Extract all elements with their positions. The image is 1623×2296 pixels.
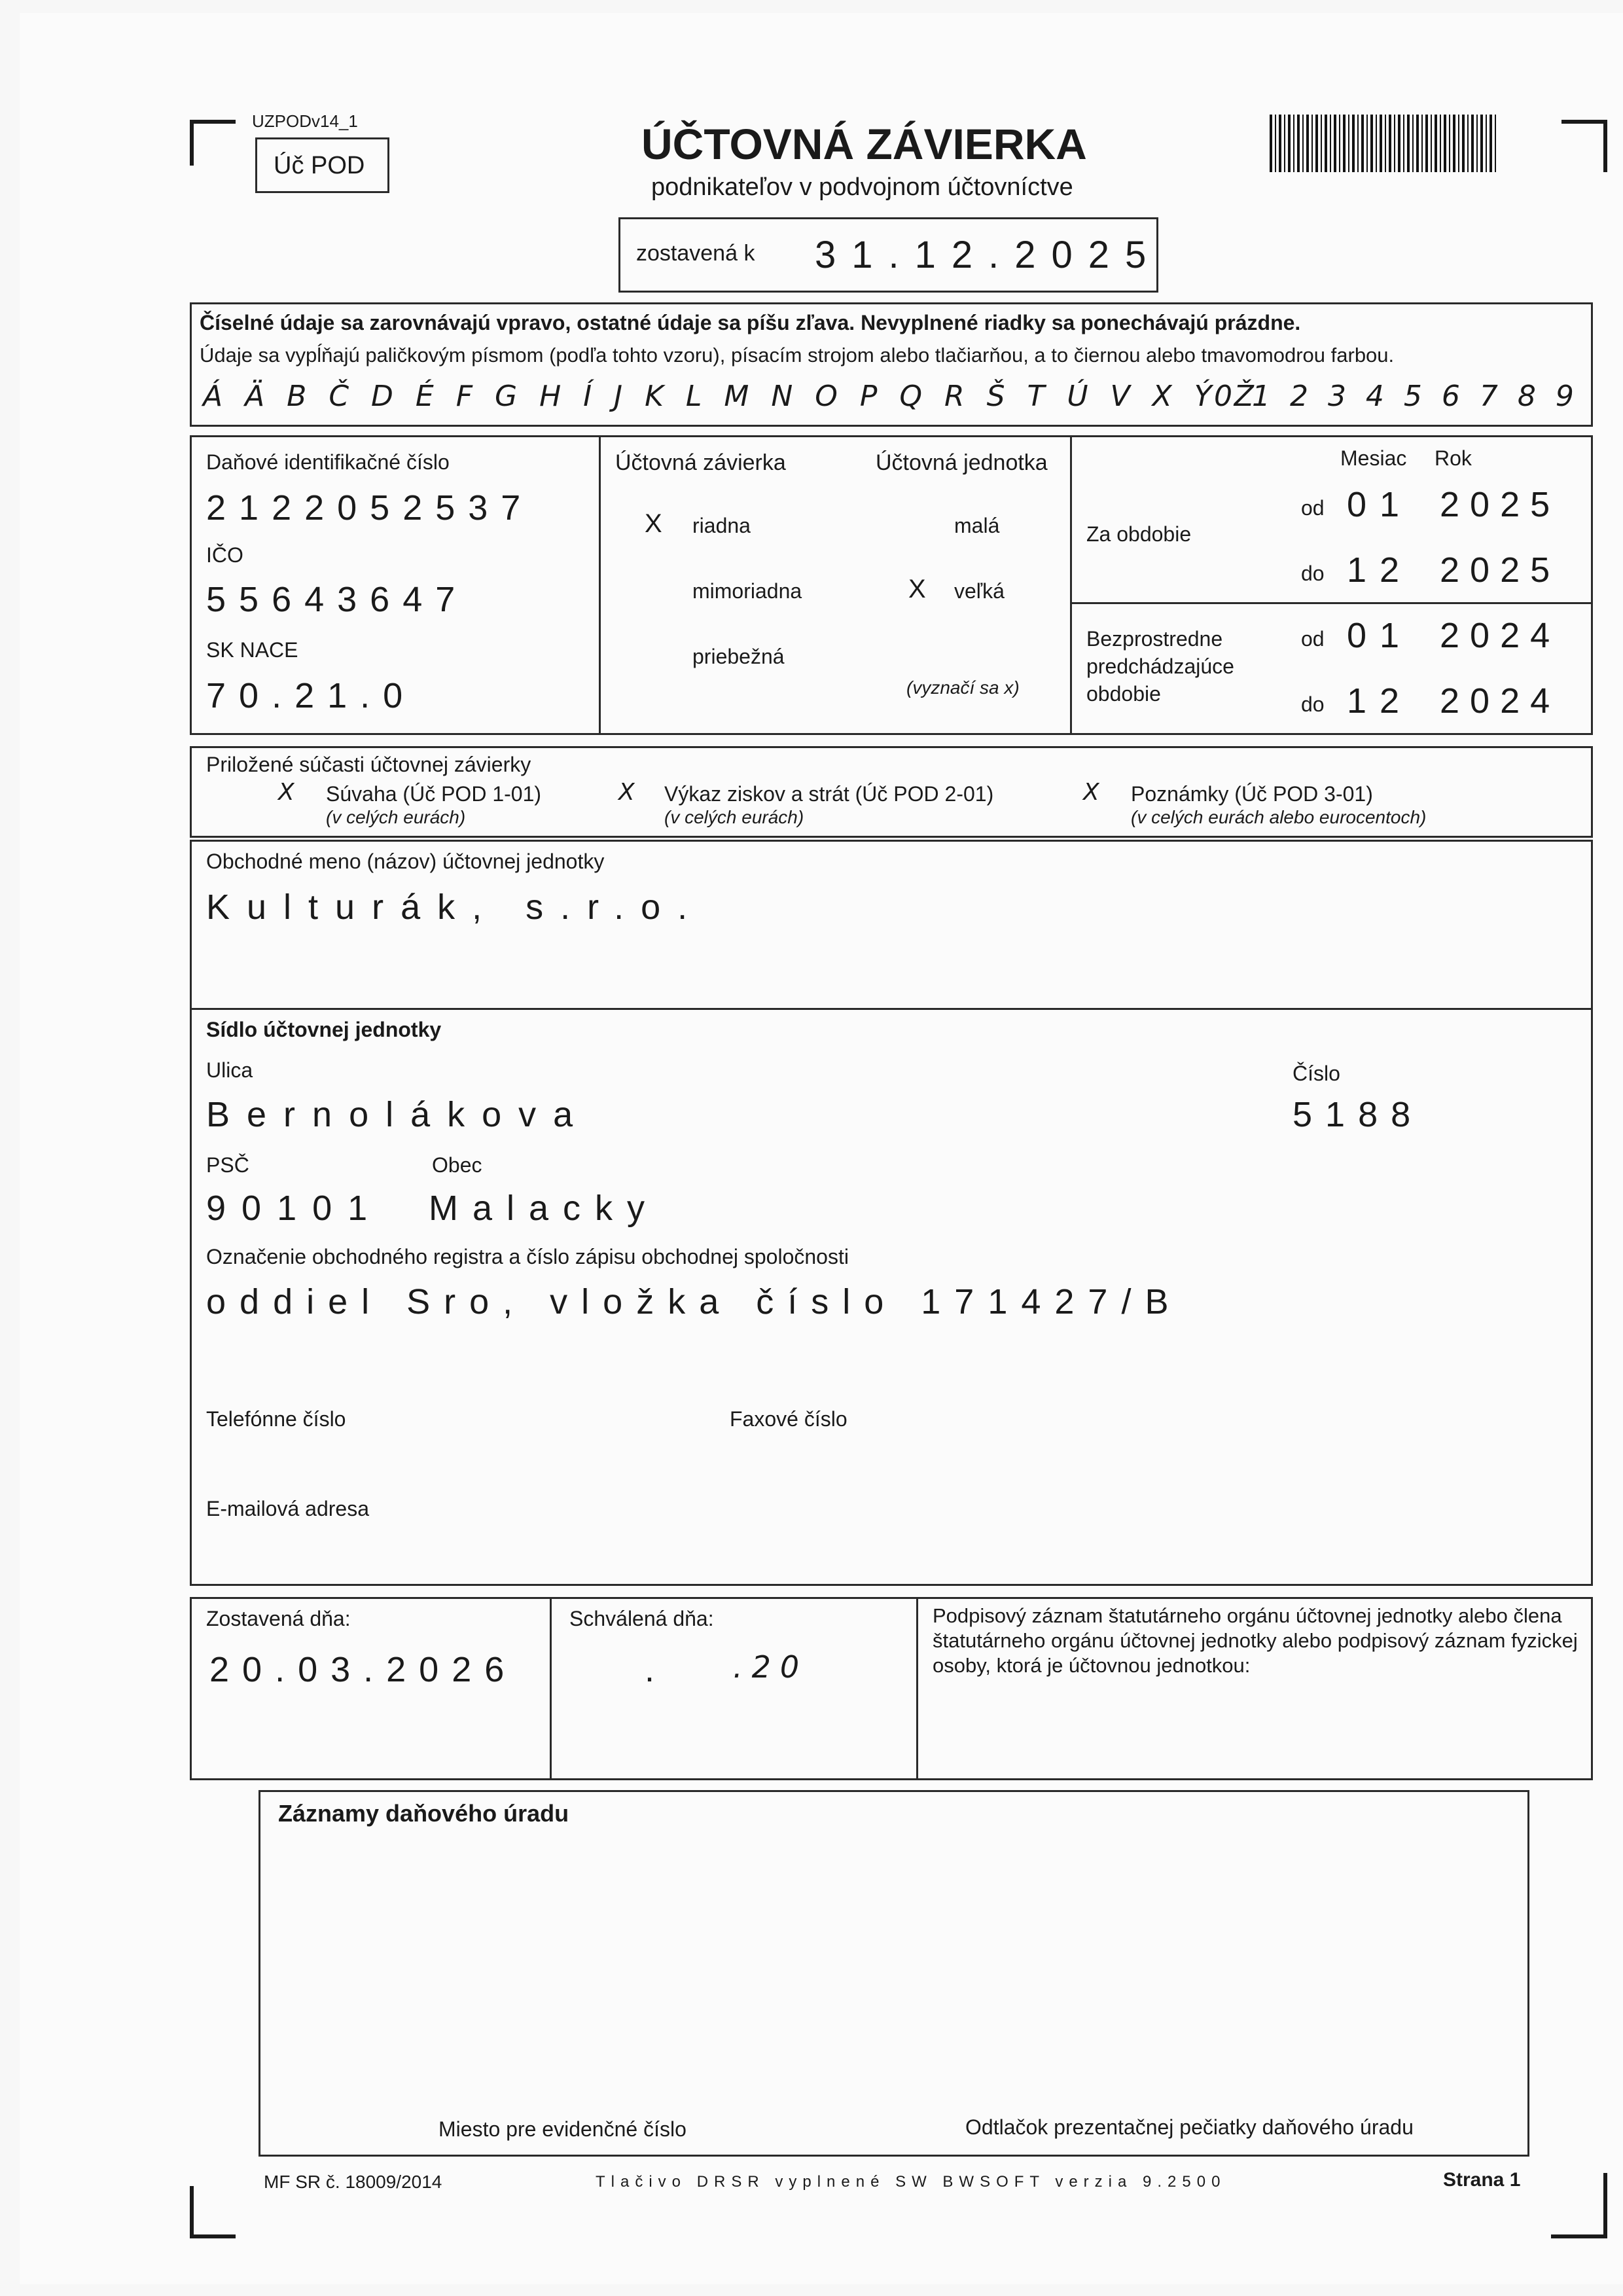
attachment-note-2: (v celých eurách) (664, 807, 804, 827)
city-value: Malacky (429, 1189, 660, 1228)
fax-label: Faxové číslo (730, 1407, 847, 1431)
year-label: Rok (1435, 446, 1472, 470)
tax-office-heading: Záznamy daňového úradu (278, 1800, 569, 1827)
current-to-label: do (1301, 562, 1325, 585)
corner-mark-top-left-v (190, 120, 194, 166)
document-title: ÚČTOVNÁ ZÁVIERKA (641, 120, 1087, 168)
page-number: Strana 1 (1443, 2169, 1521, 2191)
form-code: UZPODv14_1 (252, 111, 358, 131)
unit-option-mala: malá (954, 514, 1000, 537)
attachments-label: Priložené súčasti účtovnej závierky (206, 753, 531, 776)
divider (190, 1008, 1593, 1010)
closing-riadna-mark: X (645, 509, 662, 538)
current-from-year: 2025 (1440, 485, 1561, 524)
divider (550, 1597, 552, 1780)
instructions-text: Údaje sa vypĺňajú paličkovým písmom (podľa tohto vzoru), písacím strojom alebo tlačiarňou, a to čiernou alebo tmavomodrou farbou. (200, 344, 1395, 367)
closing-option-riadna: riadna (692, 514, 751, 537)
approved-date-dot: . (645, 1650, 668, 1689)
signature-instructions: Podpisový záznam štatutárneho orgánu účtovnej jednotky alebo člena štatutárneho orgánu účtovnej jednotky alebo podpisový záznam fyzickej osoby, ktorá je účtovnou jednotkou: (933, 1604, 1578, 1677)
current-from-label: od (1301, 496, 1325, 520)
phone-label: Telefónne číslo (206, 1407, 346, 1431)
current-to-month: 12 (1347, 550, 1413, 590)
corner-mark-bottom-right-h (1551, 2234, 1607, 2238)
divider (599, 435, 601, 735)
evidence-number-label: Miesto pre evidenčné číslo (438, 2117, 687, 2141)
closing-option-priebezna: priebežná (692, 645, 785, 668)
psc-label: PSČ (206, 1153, 249, 1177)
current-period-label: Za obdobie (1086, 522, 1192, 546)
ico-value: 55643647 (206, 580, 469, 619)
barcode (1270, 115, 1499, 172)
form-badge-text: Úč POD (274, 152, 365, 179)
previous-period-label: Bezprostredne predchádzajúce obdobie (1086, 627, 1234, 706)
sample-digits: 0 1 2 3 4 5 6 7 8 9 (1214, 380, 1579, 413)
compiled-to-label: zostavená k (636, 241, 755, 266)
corner-mark-top-right-v (1603, 120, 1607, 172)
attachment-name-3: Poznámky (Úč POD 3-01) (1131, 782, 1373, 806)
ministry-number: MF SR č. 18009/2014 (264, 2172, 442, 2192)
attachment-mark-1: X (278, 779, 294, 806)
approved-date-value: .20 (733, 1649, 809, 1685)
approved-date-label: Schválená dňa: (569, 1607, 714, 1630)
attachment-mark-3: X (1083, 779, 1099, 806)
attachment-note-1: (v celých eurách) (326, 807, 466, 827)
registry-label: Označenie obchodného registra a číslo zápisu obchodnej spoločnosti (206, 1245, 849, 1268)
unit-label: Účtovná jednotka (876, 450, 1048, 475)
business-name-label: Obchodné meno (názov) účtovnej jednotky (206, 850, 605, 873)
business-name-value: Kulturák, s.r.o. (206, 888, 705, 927)
registry-value: oddiel Sro, vložka číslo 171427/B (206, 1282, 1183, 1321)
business-box (190, 840, 1593, 1586)
corner-mark-bottom-right (1603, 2173, 1607, 2238)
closing-option-mimoriadna: mimoriadna (692, 579, 802, 603)
dic-label: Daňové identifikačné číslo (206, 450, 450, 474)
prev-from-year: 2024 (1440, 616, 1561, 655)
corner-mark-top-left (190, 120, 236, 124)
current-from-month: 01 (1347, 485, 1413, 524)
prev-from-label: od (1301, 627, 1325, 651)
sample-letters: Á Ä B Č D É F G H Í J K L M N O P Q R Š T Ú V X Ý Ž (203, 380, 1260, 413)
email-label: E-mailová adresa (206, 1497, 369, 1520)
corner-mark-bottom-left (190, 2186, 194, 2238)
seat-heading: Sídlo účtovnej jednotky (206, 1018, 442, 1041)
corner-mark-top-right (1561, 120, 1607, 124)
number-value: 5188 (1293, 1095, 1424, 1134)
attachment-note-3: (v celých eurách alebo eurocentoch) (1131, 807, 1427, 827)
prev-from-month: 01 (1347, 616, 1413, 655)
compiled-date-value: 20.03.2026 (209, 1650, 518, 1689)
closing-label: Účtovná závierka (615, 450, 786, 475)
street-value: Bernolákova (206, 1095, 590, 1134)
document-subtitle: podnikateľov v podvojnom účtovníctve (651, 173, 1073, 201)
corner-mark-bottom-left-h (190, 2234, 236, 2238)
dic-value: 2122052537 (206, 488, 534, 528)
compiled-date-label: Zostavená dňa: (206, 1607, 351, 1630)
unit-hint: (vyznačí sa x) (906, 677, 1020, 698)
attachment-mark-2: X (618, 779, 635, 806)
tax-office-box (259, 1790, 1529, 2157)
stamp-label: Odtlačok prezentačnej pečiatky daňového úradu (965, 2115, 1414, 2139)
number-label: Číslo (1293, 1062, 1340, 1085)
month-label: Mesiac (1340, 446, 1407, 470)
software-note: Tlačivo DRSR vyplnené SW BWSOFT verzia 9.2500 (596, 2173, 1226, 2191)
divider (916, 1597, 918, 1780)
street-label: Ulica (206, 1058, 253, 1082)
ico-label: IČO (206, 543, 243, 567)
nace-label: SK NACE (206, 638, 298, 662)
current-to-year: 2025 (1440, 550, 1561, 590)
attachment-name-1: Súvaha (Úč POD 1-01) (326, 782, 542, 806)
divider (1070, 435, 1072, 735)
divider (1070, 602, 1593, 604)
prev-to-year: 2024 (1440, 681, 1561, 721)
prev-to-label: do (1301, 692, 1325, 716)
nace-value: 70.21.0 (206, 676, 416, 715)
attachment-name-2: Výkaz ziskov a strát (Úč POD 2-01) (664, 782, 994, 806)
prev-to-month: 12 (1347, 681, 1413, 721)
psc-value: 90101 (206, 1189, 383, 1228)
unit-option-velka: veľká (954, 579, 1005, 603)
compiled-to-value: 31.12.2025 (815, 234, 1162, 276)
unit-velka-mark: X (908, 575, 926, 603)
instructions-bold: Číselné údaje sa zarovnávajú vpravo, ostatné údaje sa píšu zľava. Nevyplnené riadky sa ponechávajú prázdne. (200, 311, 1301, 334)
city-label: Obec (432, 1153, 482, 1177)
